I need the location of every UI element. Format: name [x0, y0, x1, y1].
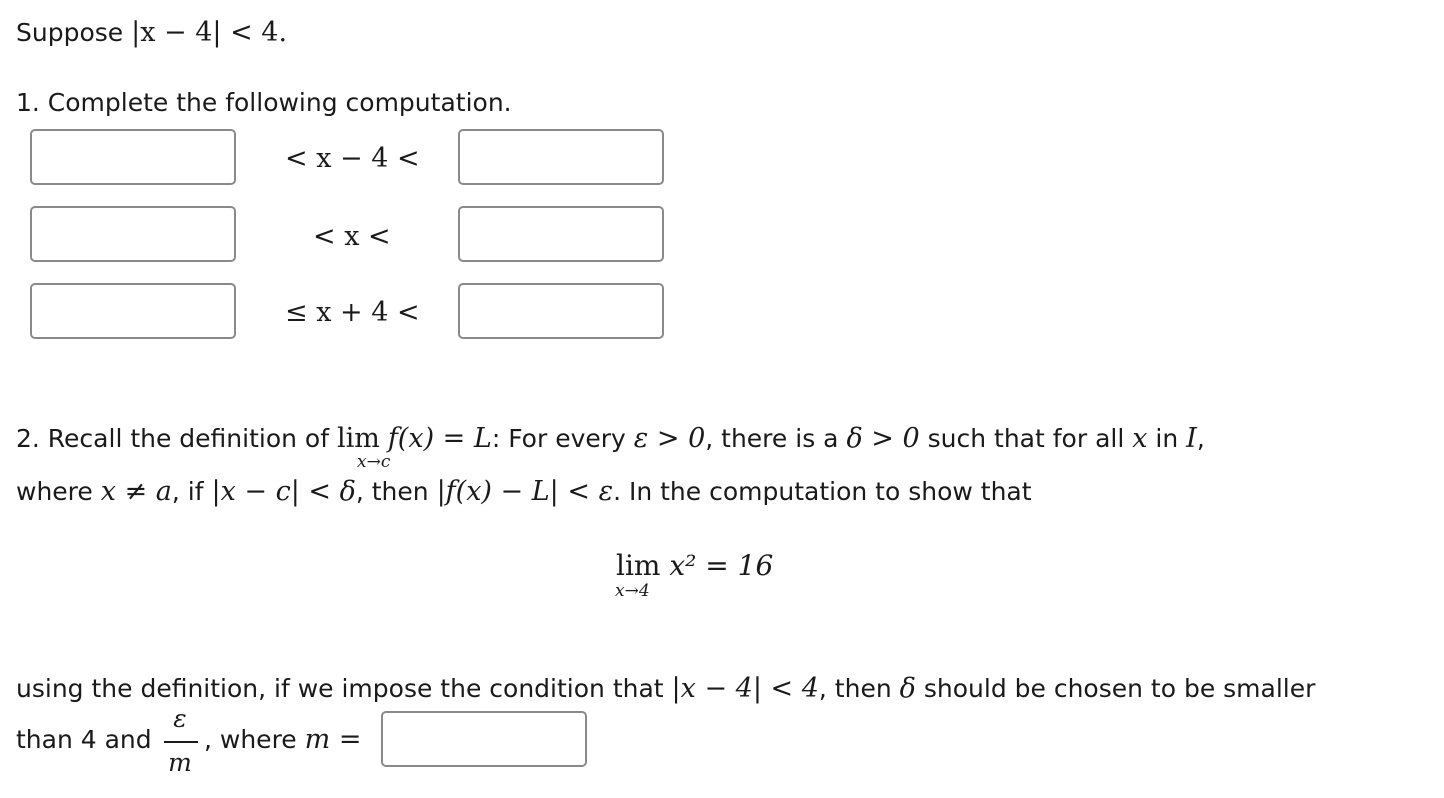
- fraction-numerator: ε: [173, 704, 187, 733]
- line4-rest: [204, 725, 361, 755]
- row1-left-input[interactable]: [30, 129, 236, 185]
- intro-condition: |x − 4| < 4.: [131, 17, 288, 48]
- fraction-bar: [164, 741, 198, 743]
- line1-text-e: such that for all: [927, 424, 1125, 453]
- m-input[interactable]: [381, 711, 587, 767]
- line2-text-c: , then: [355, 477, 429, 506]
- part1-heading: 1. Complete the following computation.: [16, 88, 512, 117]
- row1-right-input[interactable]: [458, 129, 664, 185]
- line2-text-b: , if: [171, 477, 204, 506]
- line1-text-c: : For every: [491, 424, 626, 453]
- f-equals-l: f(x) = L: [387, 423, 492, 454]
- line1-text-a: 2. Recall the definition of: [16, 424, 330, 453]
- delta-condition: δ > 0: [846, 423, 920, 454]
- line1-text-f: in: [1155, 424, 1179, 453]
- intro-line: [16, 18, 287, 48]
- line3-delta: δ: [899, 673, 916, 704]
- line3-condition: |x − 4| < 4: [671, 673, 819, 704]
- interval-i: I: [1186, 423, 1197, 454]
- row3-left-input[interactable]: [30, 283, 236, 339]
- m-equals: m =: [304, 724, 362, 755]
- display-limit: [616, 551, 773, 581]
- fraction-denominator: m: [168, 748, 192, 777]
- abs-x-c: |x − c| < δ: [211, 476, 356, 507]
- line3-text-a: using the definition, if we impose the condition that: [16, 674, 664, 703]
- row3-relation: ≤ x + 4 <: [285, 297, 420, 328]
- display-expression: x² = 16: [669, 549, 774, 582]
- row2-right-input[interactable]: [458, 206, 664, 262]
- x-neq-a: x ≠ a: [100, 476, 172, 507]
- x-var: x: [1132, 423, 1148, 454]
- line4-text-b: , where: [204, 725, 297, 754]
- line2-text-a: where: [16, 477, 93, 506]
- row1-relation: < x − 4 <: [285, 143, 420, 174]
- part2-line2: [16, 477, 1032, 507]
- row2-left-input[interactable]: [30, 206, 236, 262]
- row2-relation: < x <: [313, 221, 391, 252]
- display-lim-subscript: x→4: [615, 581, 650, 601]
- part2-line3: [16, 674, 1315, 704]
- lim-subscript-c: x→c: [357, 452, 391, 472]
- display-lim-word: lim: [616, 549, 661, 582]
- line3-text-c: should be chosen to be smaller: [923, 674, 1316, 703]
- line2-text-d: . In the computation to show that: [613, 477, 1032, 506]
- eps-condition: ε > 0: [633, 423, 706, 454]
- part2-line1: [16, 424, 1205, 454]
- line4-text-a: than 4 and: [16, 725, 152, 754]
- lim-c: lim: [336, 423, 380, 454]
- abs-f-l: |f(x) − L| < ε: [436, 476, 614, 507]
- line1-comma: ,: [1196, 424, 1205, 453]
- intro-suppose: Suppose: [16, 18, 124, 47]
- line1-text-d: , there is a: [705, 424, 839, 453]
- row3-right-input[interactable]: [458, 283, 664, 339]
- line3-text-b: , then: [818, 674, 892, 703]
